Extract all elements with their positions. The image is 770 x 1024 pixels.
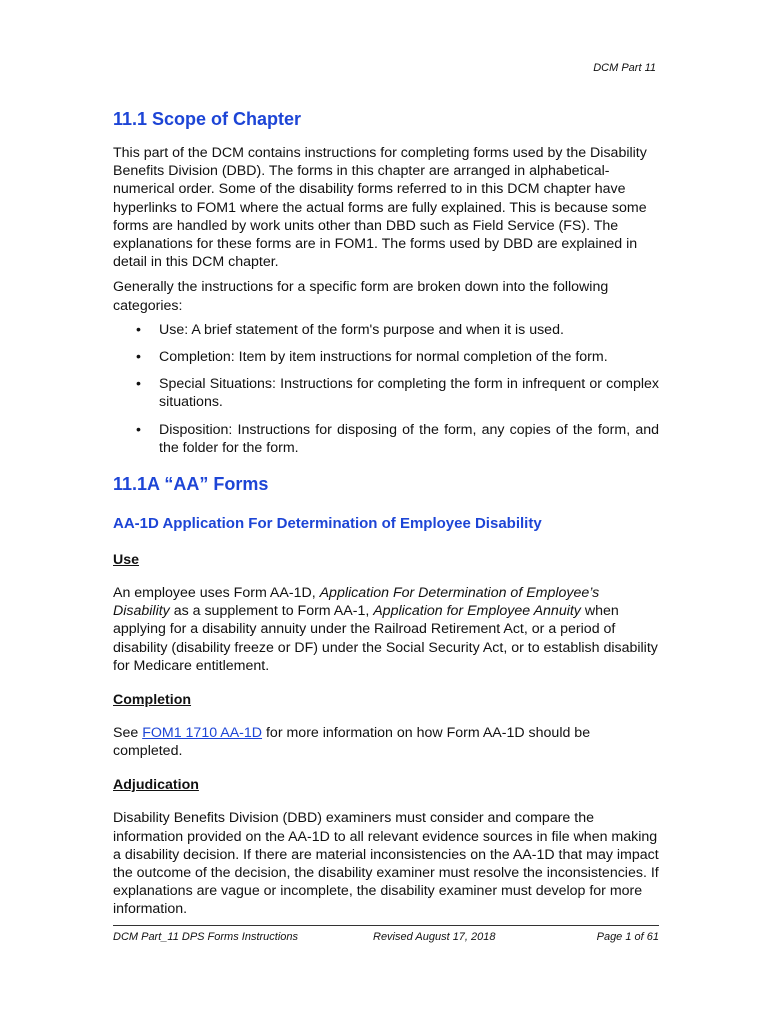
completion-post: for more information on how Form AA-1D should be completed. (113, 725, 591, 760)
list-item-text: Use: A brief statement of the form's purpose and when it is used. (159, 321, 564, 338)
page-content (113, 106, 659, 919)
bullet-icon: • (136, 376, 141, 393)
list-item-text: Disposition: Instructions for disposing of the form, any copies of the form, and the folder for the form. (159, 421, 659, 456)
completion-heading: Completion (113, 692, 192, 709)
footer-revision-date: Revised August 17, 2018 (373, 931, 496, 943)
subsection-title: 11.1A “AA” Forms (113, 474, 269, 495)
section-title: 11.1 Scope of Chapter (113, 109, 302, 129)
categories-intro: Generally the instructions for a specific form are broken down into the following categories: (113, 279, 609, 314)
list-item (113, 348, 659, 366)
footer-doc-title: DCM Part_11 DPS Forms Instructions (113, 931, 299, 943)
use-text-2: as a supplement to Form AA-1, (169, 603, 374, 620)
category-list (113, 321, 659, 457)
form-title: AA-1D Application For Determination of Employee Disability (113, 515, 542, 533)
use-form-name-2: Application for Employee Annuity (373, 603, 581, 620)
scope-paragraph: This part of the DCM contains instructions for completing forms used by the Disability Benefits Division (DBD). The forms in this chapter are arranged in alphabetical-numerical order. Some of the disability forms referred to in this DCM chapter have hyperlinks to FOM1 where the actual forms are fully explained. This is because some forms are handled by work units other than DBD such as Field Service (FS). The explanations for these forms are in FOM1. The forms used by DBD are explained in detail in this DCM chapter. (113, 145, 647, 271)
adjudication-paragraph: Disability Benefits Division (DBD) examiners must consider and compare the information provided on the AA-1D to all relevant evidence sources in file when making a disability decision. If there are material inconsistencies on the AA-1D that may impact the outcome of the decision, the disability examiner must resolve the inconsistencies. If explanations are vague or incomplete, the disability examiner must develop for more information. (113, 810, 659, 918)
running-header: DCM Part 11 (593, 62, 656, 74)
completion-paragraph (113, 724, 659, 760)
use-form-name: Application For Determination of Employee’s Disability (113, 585, 600, 620)
bullet-icon: • (136, 321, 141, 338)
bullet-icon: • (136, 349, 141, 366)
list-item (113, 421, 659, 457)
list-item-text: Special Situations: Instructions for completing the form in infrequent or complex situations. (159, 376, 659, 411)
use-heading: Use (113, 552, 140, 569)
adjudication-heading: Adjudication (113, 777, 199, 794)
list-item (113, 375, 659, 411)
completion-pre: See (113, 725, 143, 742)
list-item-text: Completion: Item by item instructions for normal completion of the form. (159, 349, 608, 366)
list-item (113, 321, 659, 339)
use-text-1: An employee uses Form AA-1D, (113, 585, 320, 602)
use-paragraph (113, 584, 659, 675)
footer-page-number: Page 1 of 61 (596, 931, 659, 943)
footer-divider (113, 925, 659, 926)
use-text-3: when applying for a disability annuity under the Railroad Retirement Act, or a period of disability (disability freeze or DF) under the Social Security Act, or to establish disability for Medicare entitlement. (113, 603, 658, 674)
fom1-link[interactable]: FOM1 1710 AA-1D (142, 725, 263, 742)
bullet-icon: • (136, 421, 141, 438)
